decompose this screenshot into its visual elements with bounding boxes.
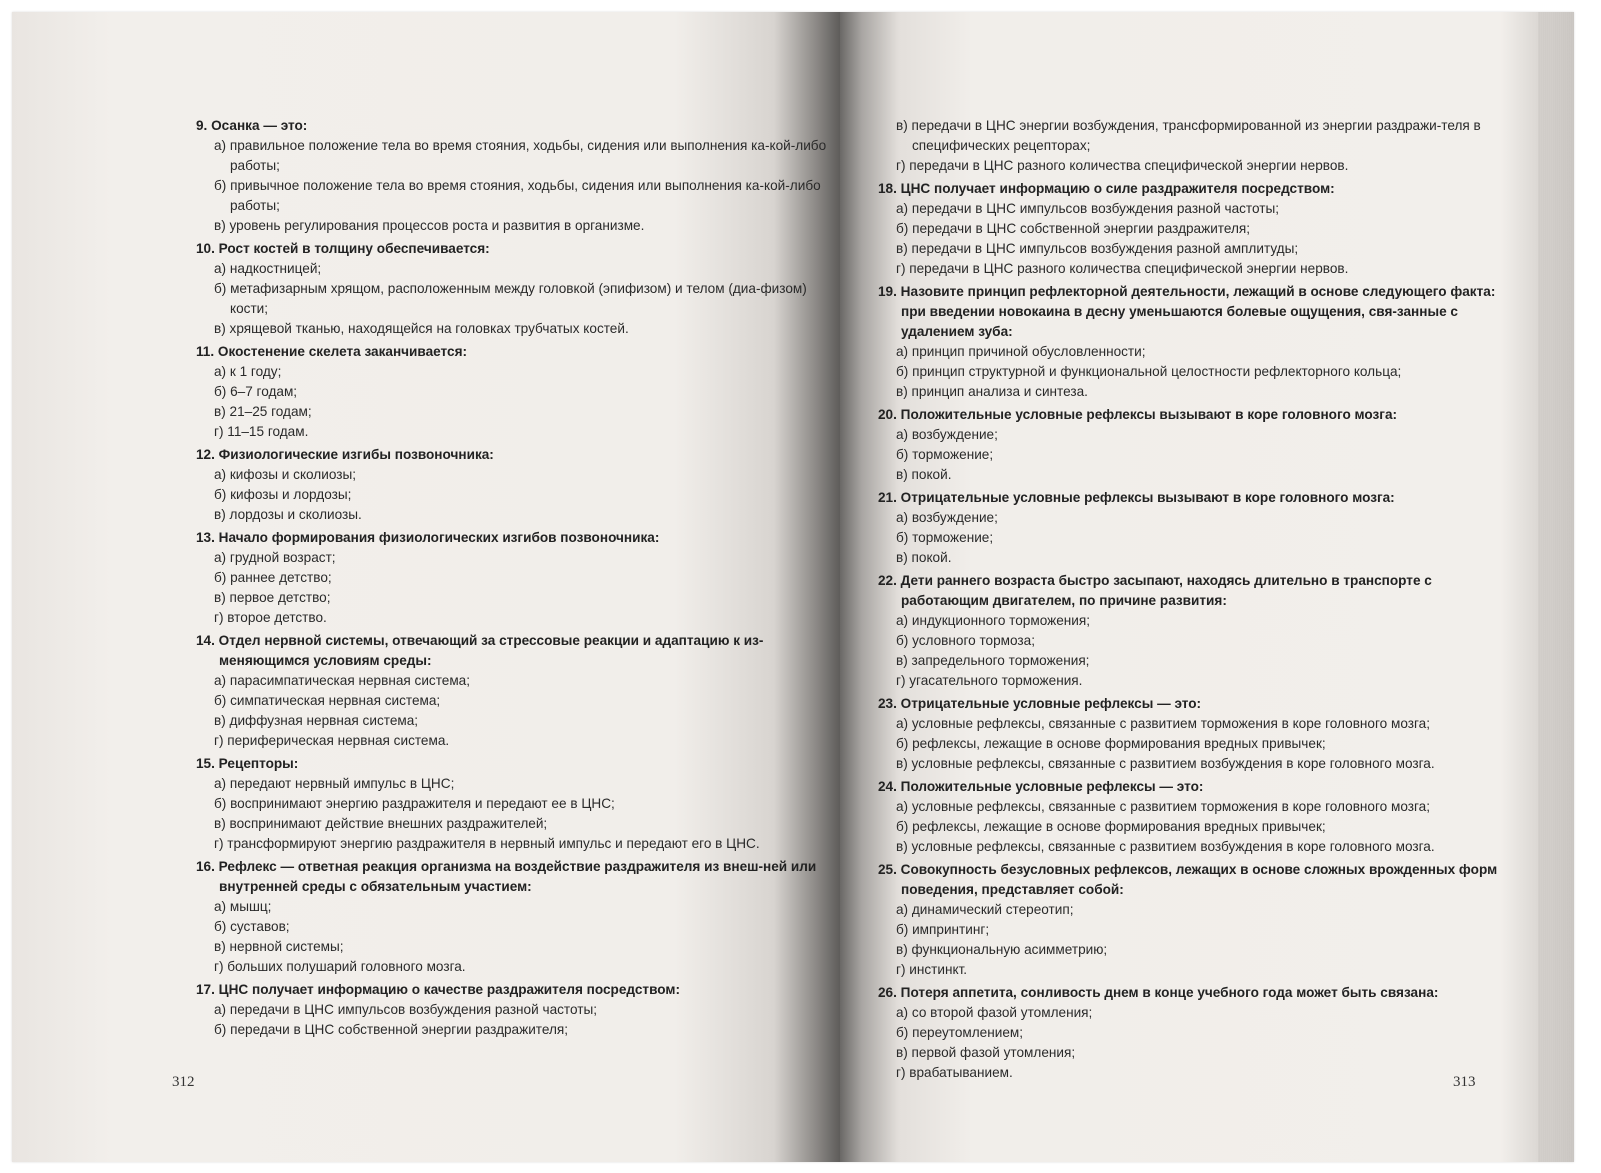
question-title: 10. Рост костей в толщину обеспечивается: xyxy=(196,241,490,256)
question-title: 12. Физиологические изгибы позвоночника: xyxy=(196,447,494,462)
answer-option: б) переутомлением; xyxy=(896,1025,1024,1040)
answer-option: а) мышц; xyxy=(214,899,272,914)
answer-option: б) импринтинг; xyxy=(896,922,990,937)
question-title: 21. Отрицательные условные рефлексы вызывают в коре головного мозга: xyxy=(878,490,1395,505)
answer-option: б) симпатическая нервная система; xyxy=(214,693,441,708)
answer-option: г) инстинкт. xyxy=(896,962,968,977)
answer-option: в) первое детство; xyxy=(214,590,331,605)
answer-option: б) воспринимают энергию раздражителя и передают ее в ЦНС; xyxy=(214,796,615,811)
question-block xyxy=(196,754,836,854)
answer-option: в) принцип анализа и синтеза. xyxy=(896,384,1088,399)
question-block xyxy=(878,777,1498,857)
answer-option: а) условные рефлексы, связанные с развитием торможения в коре головного мозга; xyxy=(896,716,1430,731)
answer-option: в) условные рефлексы, связанные с развитием возбуждения в коре головного мозга. xyxy=(896,839,1435,854)
question-block xyxy=(196,116,836,236)
answer-option: б) раннее детство; xyxy=(214,570,332,585)
question-title: 13. Начало формирования физиологических изгибов позвоночника: xyxy=(196,530,660,545)
left-page xyxy=(12,12,840,1162)
answer-option: г) передачи в ЦНС разного количества специфической энергии нервов. xyxy=(896,158,1349,173)
answer-option: в) покой. xyxy=(896,467,952,482)
answer-option: б) передачи в ЦНС собственной энергии раздражителя; xyxy=(896,221,1251,236)
answer-option: г) больших полушарий головного мозга. xyxy=(214,959,466,974)
question-block xyxy=(196,528,836,628)
page-number-right: 313 xyxy=(1453,1074,1476,1090)
answer-option: а) передают нервный импульс в ЦНС; xyxy=(214,776,455,791)
question-title: 25. Совокупность безусловных рефлексов, лежащих в основе сложных врожденных форм поведения, представляет собой: xyxy=(878,862,1498,897)
question-block xyxy=(196,239,836,339)
answer-option: б) суставов; xyxy=(214,919,290,934)
answer-option: а) кифозы и сколиозы; xyxy=(214,467,357,482)
answer-option: а) со второй фазой утомления; xyxy=(896,1005,1093,1020)
question-block xyxy=(878,405,1498,485)
answer-option: а) правильное положение тела во время стояния, ходьбы, сидения или выполнения ка-кой-либо работы; xyxy=(214,138,827,173)
question-title: 23. Отрицательные условные рефлексы — это: xyxy=(878,696,1202,711)
answer-option: а) передачи в ЦНС импульсов возбуждения разной частоты; xyxy=(214,1002,598,1017)
question-title: 18. ЦНС получает информацию о силе раздражителя посредством: xyxy=(878,181,1335,196)
answer-option: в) лордозы и сколиозы. xyxy=(214,507,362,522)
question-title: 20. Положительные условные рефлексы вызывают в коре головного мозга: xyxy=(878,407,1398,422)
answer-option: а) возбуждение; xyxy=(896,427,998,442)
answer-option: б) передачи в ЦНС собственной энергии раздражителя; xyxy=(214,1022,569,1037)
answer-option: а) к 1 году; xyxy=(214,364,282,379)
question-block xyxy=(878,983,1498,1083)
answer-option: в) функциональную асимметрию; xyxy=(896,942,1108,957)
question-block xyxy=(196,342,836,442)
question-block xyxy=(196,857,836,977)
question-block xyxy=(878,571,1498,691)
answer-option: б) торможение; xyxy=(896,530,994,545)
answer-option: б) привычное положение тела во время стояния, ходьбы, сидения или выполнения ка-кой-либо работы; xyxy=(214,178,821,213)
question-title: 24. Положительные условные рефлексы — это: xyxy=(878,779,1204,794)
answer-option: г) трансформируют энергию раздражителя в нервный импульс и передают его в ЦНС. xyxy=(214,836,760,851)
answer-option: г) 11–15 годам. xyxy=(214,424,309,439)
question-block xyxy=(878,860,1498,980)
book-spread xyxy=(12,12,1574,1162)
answer-option: в) покой. xyxy=(896,550,952,565)
answer-option: г) передачи в ЦНС разного количества специфической энергии нервов. xyxy=(896,261,1349,276)
right-page-content xyxy=(878,116,1498,1086)
answer-option: а) принцип причиной обусловленности; xyxy=(896,344,1146,359)
answer-option: а) индукционного торможения; xyxy=(896,613,1090,628)
question-title: 11. Окостенение скелета заканчивается: xyxy=(196,344,468,359)
answer-option: а) условные рефлексы, связанные с развитием торможения в коре головного мозга; xyxy=(896,799,1430,814)
question-title: 26. Потеря аппетита, сонливость днем в конце учебного года может быть связана: xyxy=(878,985,1439,1000)
page-edges xyxy=(1538,12,1574,1162)
answer-option: а) передачи в ЦНС импульсов возбуждения разной частоты; xyxy=(896,201,1280,216)
answer-option: в) передачи в ЦНС импульсов возбуждения разной амплитуды; xyxy=(896,241,1299,256)
answer-option: в) уровень регулирования процессов роста и развития в организме. xyxy=(214,218,645,233)
question-title: 17. ЦНС получает информацию о качестве раздражителя посредством: xyxy=(196,982,680,997)
answer-option: б) условного тормоза; xyxy=(896,633,1035,648)
question-title: 22. Дети раннего возраста быстро засыпают, находясь длительно в транспорте с работающим двигателем, по причине развития: xyxy=(878,573,1432,608)
answer-option: б) торможение; xyxy=(896,447,994,462)
left-page-content xyxy=(196,116,836,1043)
question-title: 19. Назовите принцип рефлекторной деятельности, лежащий в основе следующего факта: при введении новокаина в десну уменьшаются болевые ощущения, свя-занные с удалением зуба: xyxy=(878,284,1496,339)
answer-option: в) диффузная нервная система; xyxy=(214,713,419,728)
right-page xyxy=(840,12,1574,1162)
answer-option: в) воспринимают действие внешних раздражителей; xyxy=(214,816,548,831)
question-block xyxy=(196,980,836,1040)
question-block xyxy=(878,179,1498,279)
answer-option: г) второе детство. xyxy=(214,610,327,625)
question-title: 16. Рефлекс — ответная реакция организма на воздействие раздражителя из внеш-ней или внутренней среды с обязательным участием: xyxy=(196,859,817,894)
answer-option: а) парасимпатическая нервная система; xyxy=(214,673,471,688)
question-block xyxy=(878,282,1498,402)
question-title: 14. Отдел нервной системы, отвечающий за стрессовые реакции и адаптацию к из-меняющимся условиям среды: xyxy=(196,633,764,668)
answer-option: б) рефлексы, лежащие в основе формирования вредных привычек; xyxy=(896,819,1326,834)
answer-option: а) динамический стереотип; xyxy=(896,902,1074,917)
answer-option: г) врабатыванием. xyxy=(896,1065,1013,1080)
answer-option: а) грудной возраст; xyxy=(214,550,336,565)
answer-option: в) запредельного торможения; xyxy=(896,653,1090,668)
answer-option: б) 6–7 годам; xyxy=(214,384,298,399)
answer-option: а) возбуждение; xyxy=(896,510,998,525)
answer-option: в) 21–25 годам; xyxy=(214,404,312,419)
question-title: 15. Рецепторы: xyxy=(196,756,299,771)
question-block xyxy=(878,488,1498,568)
answer-option: г) угасательного торможения. xyxy=(896,673,1083,688)
answer-option: г) периферическая нервная система. xyxy=(214,733,450,748)
page-number-left: 312 xyxy=(172,1074,195,1090)
question-17-continuation xyxy=(878,116,1498,176)
answer-option: в) нервной системы; xyxy=(214,939,344,954)
question-title: 9. Осанка — это: xyxy=(196,118,308,133)
answer-option: б) кифозы и лордозы; xyxy=(214,487,352,502)
answer-option: а) надкостницей; xyxy=(214,261,322,276)
question-block xyxy=(196,631,836,751)
answer-option: в) условные рефлексы, связанные с развитием возбуждения в коре головного мозга. xyxy=(896,756,1435,771)
answer-option: б) метафизарным хрящом, расположенным между головкой (эпифизом) и телом (диа-физом) кости; xyxy=(214,281,807,316)
answer-option: в) первой фазой утомления; xyxy=(896,1045,1076,1060)
answer-option: б) принцип структурной и функциональной целостности рефлекторного кольца; xyxy=(896,364,1402,379)
question-block xyxy=(878,694,1498,774)
question-block xyxy=(196,445,836,525)
answer-option: в) передачи в ЦНС энергии возбуждения, трансформированной из энергии раздражи-теля в специфических рецепторах; xyxy=(896,118,1481,153)
answer-option: б) рефлексы, лежащие в основе формирования вредных привычек; xyxy=(896,736,1326,751)
answer-option: в) хрящевой тканью, находящейся на головках трубчатых костей. xyxy=(214,321,629,336)
